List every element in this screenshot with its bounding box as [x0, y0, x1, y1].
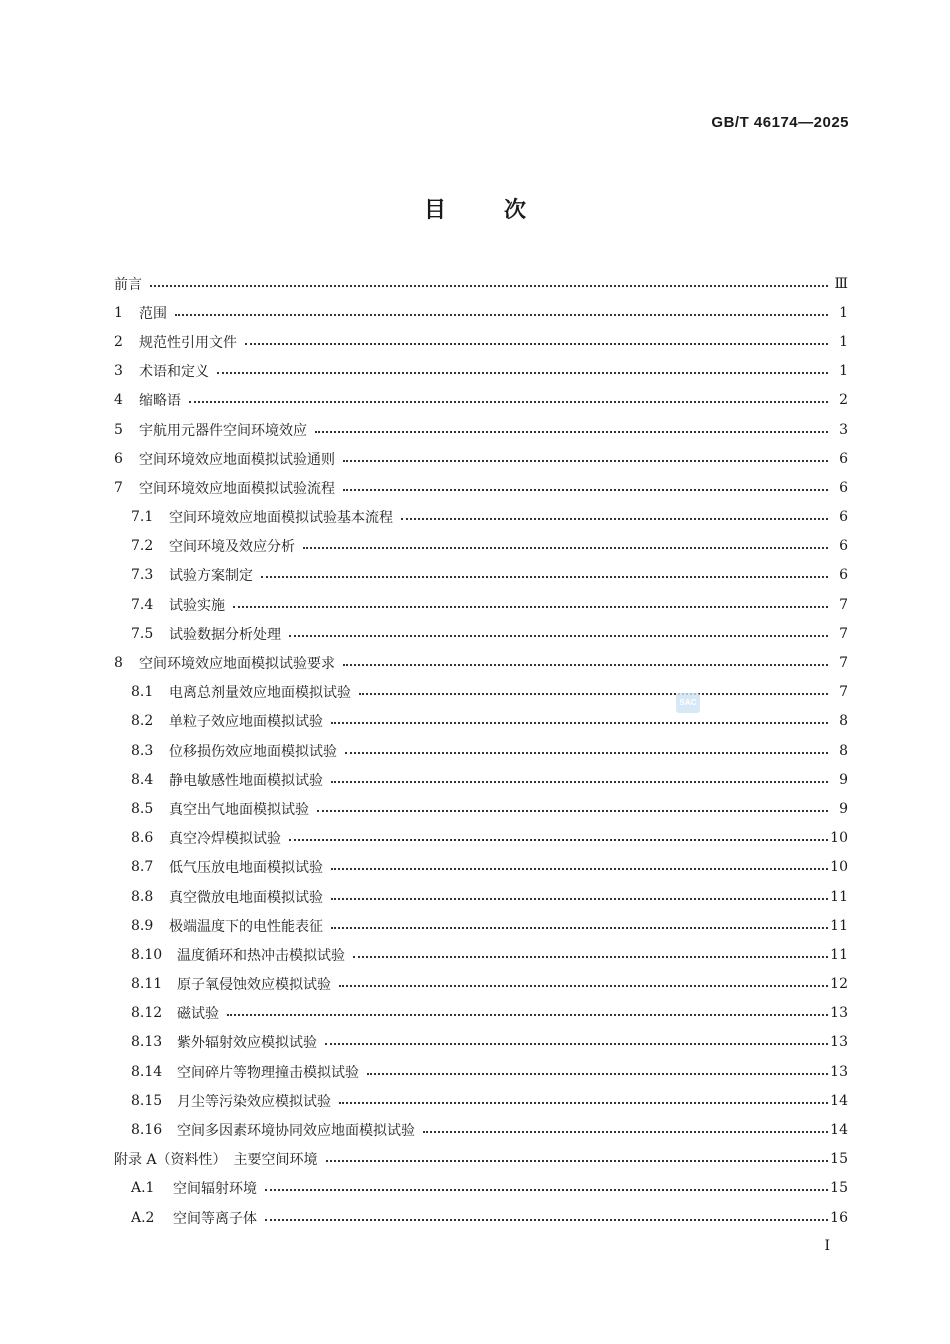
toc-entry[interactable] [114, 327, 848, 356]
toc-entry-label: 紫外辐射效应模拟试验 [177, 1035, 317, 1052]
toc-leader-dots [331, 781, 828, 783]
toc-entry-number: 7 [114, 479, 123, 496]
toc-entry-number: 7.2 [131, 538, 154, 555]
toc-entry-label: 空间多因素环境协同效应地面模拟试验 [177, 1123, 415, 1140]
toc-entry-label: 温度循环和热冲击模拟试验 [177, 947, 345, 964]
toc-leader-dots [359, 693, 828, 695]
toc-entry[interactable] [114, 765, 848, 794]
toc-entry-label: 术语和定义 [139, 364, 209, 381]
toc-entry-number: 8.7 [131, 859, 154, 876]
toc-entry-label: 附录 A（资料性） 主要空间环境 [114, 1152, 318, 1169]
toc-entry-page: 7 [839, 596, 848, 613]
toc-entry-page: 11 [830, 946, 848, 963]
toc-entry-label: 真空冷焊模拟试验 [169, 831, 281, 848]
toc-entry[interactable] [114, 386, 848, 415]
toc-entry-label: 真空出气地面模拟试验 [169, 801, 309, 818]
toc-entry[interactable] [114, 678, 848, 707]
toc-entry[interactable] [114, 707, 848, 736]
toc-entry-label: 电离总剂量效应地面模拟试验 [169, 685, 351, 702]
toc-entry[interactable] [114, 619, 848, 648]
toc-leader-dots [233, 606, 828, 608]
toc-entry-label: 规范性引用文件 [139, 334, 237, 351]
toc-entry-label: 空间环境效应地面模拟试验基本流程 [169, 510, 393, 527]
toc-entry-label: 真空微放电地面模拟试验 [169, 889, 323, 906]
toc-entry[interactable] [114, 648, 848, 677]
toc-entry-label: 空间碎片等物理撞击模拟试验 [177, 1064, 359, 1081]
toc-entry-number: 1 [114, 304, 123, 321]
toc-leader-dots [227, 1014, 828, 1016]
toc-leader-dots [343, 489, 828, 491]
toc-entry-label: 试验实施 [169, 597, 225, 614]
toc-entry-page: 11 [830, 888, 848, 905]
page-title-part1: 目 [423, 198, 446, 223]
toc-entry-number: 7.4 [131, 596, 154, 613]
toc-entry-number: 8.8 [131, 888, 154, 905]
toc-leader-dots [343, 460, 828, 462]
toc-entry-page: 6 [839, 538, 848, 555]
toc-leader-dots [367, 1073, 828, 1075]
toc-entry-page: 1 [839, 333, 848, 350]
footer-page-number: I [824, 1238, 830, 1254]
toc-entry-page: 8 [839, 713, 848, 730]
toc-entry[interactable] [114, 1115, 848, 1144]
toc-entry-number: 8.3 [131, 742, 154, 759]
toc-entry-page: 7 [839, 625, 848, 642]
toc-entry[interactable] [114, 357, 848, 386]
toc-entry-page: 9 [839, 800, 848, 817]
toc-entry-label: 试验数据分析处理 [169, 626, 281, 643]
toc-entry[interactable] [114, 940, 848, 969]
toc-entry-number: 8.6 [131, 830, 154, 847]
toc-entry-number: 8.11 [131, 976, 163, 993]
toc-entry-number: 8.5 [131, 800, 154, 817]
toc-entry-label: 试验方案制定 [169, 568, 253, 585]
toc-entry-label: 月尘等污染效应模拟试验 [177, 1093, 331, 1110]
toc-entry-number: 7.1 [131, 509, 154, 526]
toc-entry[interactable] [114, 911, 848, 940]
toc-entry[interactable] [114, 853, 848, 882]
toc-entry[interactable] [114, 1145, 848, 1174]
toc-entry-label: 极端温度下的电性能表征 [169, 918, 323, 935]
page-title [0, 193, 950, 224]
toc-entry-number: 3 [114, 363, 123, 380]
toc-entry[interactable] [114, 1174, 848, 1203]
toc-entry-number: 4 [114, 392, 123, 409]
toc-entry[interactable] [114, 736, 848, 765]
toc-entry-page: 8 [839, 742, 848, 759]
toc-entry-page: 1 [839, 363, 848, 380]
toc-entry[interactable] [114, 444, 848, 473]
toc-entry-page: 13 [830, 1063, 848, 1080]
toc-entry[interactable] [114, 882, 848, 911]
toc-entry[interactable] [114, 1086, 848, 1115]
toc-leader-dots [289, 839, 828, 841]
toc-entry[interactable] [114, 473, 848, 502]
toc-leader-dots [331, 898, 828, 900]
toc-leader-dots [331, 927, 828, 929]
toc-entry-number: 8.4 [131, 771, 154, 788]
toc-entry[interactable] [114, 1028, 848, 1057]
toc-entry-label: 低气压放电地面模拟试验 [169, 860, 323, 877]
toc-leader-dots [289, 635, 828, 637]
toc-leader-dots [401, 518, 828, 520]
toc-entry-page: 9 [839, 771, 848, 788]
toc-entry-label: 空间等离子体 [173, 1210, 257, 1227]
toc-entry[interactable] [114, 794, 848, 823]
toc-entry-label: 原子氧侵蚀效应模拟试验 [177, 977, 331, 994]
toc-entry-page: 10 [830, 859, 848, 876]
toc-entry-number: 8.13 [131, 1034, 163, 1051]
toc-entry-page: 6 [839, 509, 848, 526]
toc-leader-dots [217, 372, 828, 374]
toc-entry-label: 空间环境及效应分析 [169, 539, 295, 556]
toc-entry-number: 2 [114, 333, 123, 350]
toc-entry-page: 6 [839, 450, 848, 467]
toc-entry-number: 8.2 [131, 713, 154, 730]
toc-entry[interactable] [114, 999, 848, 1028]
toc-entry-number: 8.14 [131, 1063, 163, 1080]
toc-entry-label: 静电敏感性地面模拟试验 [169, 772, 323, 789]
toc-entry-page: 13 [830, 1005, 848, 1022]
toc-entry-page: 7 [839, 684, 848, 701]
toc-entry-number: 8.12 [131, 1005, 163, 1022]
toc-entry[interactable] [114, 824, 848, 853]
toc-leader-dots [245, 343, 828, 345]
toc-entry-label: 空间环境效应地面模拟试验要求 [139, 656, 335, 673]
toc-entry-number: 6 [114, 450, 123, 467]
toc-entry-label: 前言 [114, 276, 142, 293]
toc-leader-dots [317, 810, 828, 812]
toc-entry-number: A.2 [131, 1209, 155, 1226]
toc-entry-page: 1 [839, 304, 848, 321]
toc-leader-dots [343, 664, 828, 666]
toc-entry-number: 8.16 [131, 1122, 163, 1139]
toc-leader-dots [303, 547, 828, 549]
toc-entry[interactable] [114, 970, 848, 999]
toc-entry-page: 6 [839, 479, 848, 496]
toc-entry-label: 单粒子效应地面模拟试验 [169, 714, 323, 731]
toc-entry-number: 7.3 [131, 567, 154, 584]
toc-entry-label: 范围 [139, 305, 167, 322]
toc-entry-page: 15 [830, 1180, 848, 1197]
toc-entry-page: 3 [839, 421, 848, 438]
toc-leader-dots [265, 1219, 828, 1221]
toc-entry-number: 8.1 [131, 684, 154, 701]
toc-leader-dots [150, 285, 828, 287]
toc-entry-page: 14 [830, 1092, 848, 1109]
toc-entry[interactable] [114, 503, 848, 532]
toc-leader-dots [261, 576, 828, 578]
toc-entry-label: 空间辐射环境 [173, 1181, 257, 1198]
toc-entry-page: 6 [839, 567, 848, 584]
toc-entry-number: 5 [114, 421, 123, 438]
toc-entry-page: Ⅲ [834, 275, 848, 292]
toc-entry-page: 10 [830, 830, 848, 847]
toc-entry-page: 11 [830, 917, 848, 934]
page-title-part2: 次 [504, 198, 527, 223]
toc-entry-label: 空间环境效应地面模拟试验通则 [139, 451, 335, 468]
toc-leader-dots [189, 401, 828, 403]
toc-entry-page: 13 [830, 1034, 848, 1051]
toc-entry-label: 位移损伤效应地面模拟试验 [169, 743, 337, 760]
toc-entry-label: 空间环境效应地面模拟试验流程 [139, 480, 335, 497]
toc-entry-label: 缩略语 [139, 393, 181, 410]
toc-entry-page: 12 [830, 976, 848, 993]
toc-leader-dots [331, 868, 828, 870]
toc-leader-dots [265, 1189, 828, 1191]
toc-leader-dots [331, 722, 828, 724]
toc-entry[interactable] [114, 269, 848, 298]
standard-code: GB/T 46174—2025 [711, 114, 849, 131]
toc-entry[interactable] [114, 1057, 848, 1086]
toc-leader-dots [353, 956, 828, 958]
toc-leader-dots [326, 1160, 828, 1162]
toc-entry-page: 14 [830, 1122, 848, 1139]
toc-entry[interactable] [114, 415, 848, 444]
toc-leader-dots [325, 1043, 828, 1045]
toc-entry-number: 8.10 [131, 946, 163, 963]
toc-entry-page: 2 [839, 392, 848, 409]
toc-leader-dots [345, 752, 828, 754]
toc-entry-page: 15 [830, 1151, 848, 1168]
toc-leader-dots [339, 985, 828, 987]
toc-entry-number: A.1 [131, 1180, 155, 1197]
toc-entry-page: 16 [830, 1209, 848, 1226]
toc-leader-dots [339, 1102, 828, 1104]
toc-leader-dots [423, 1131, 828, 1133]
toc-entry-label: 磁试验 [177, 1006, 219, 1023]
toc-entry-label: 宇航用元器件空间环境效应 [139, 422, 307, 439]
toc-entry[interactable] [114, 561, 848, 590]
toc-entry-page: 7 [839, 655, 848, 672]
toc-entry[interactable] [114, 298, 848, 327]
toc-leader-dots [175, 314, 828, 316]
toc-entry-number: 8.15 [131, 1092, 163, 1109]
toc-entry-number: 8.9 [131, 917, 154, 934]
table-of-contents [114, 269, 848, 1232]
toc-entry[interactable] [114, 590, 848, 619]
toc-entry-number: 8 [114, 655, 123, 672]
toc-entry[interactable] [114, 1203, 848, 1232]
toc-leader-dots [315, 431, 828, 433]
toc-entry-number: 7.5 [131, 625, 154, 642]
sac-watermark-logo: SAC [676, 693, 700, 713]
toc-entry[interactable] [114, 532, 848, 561]
